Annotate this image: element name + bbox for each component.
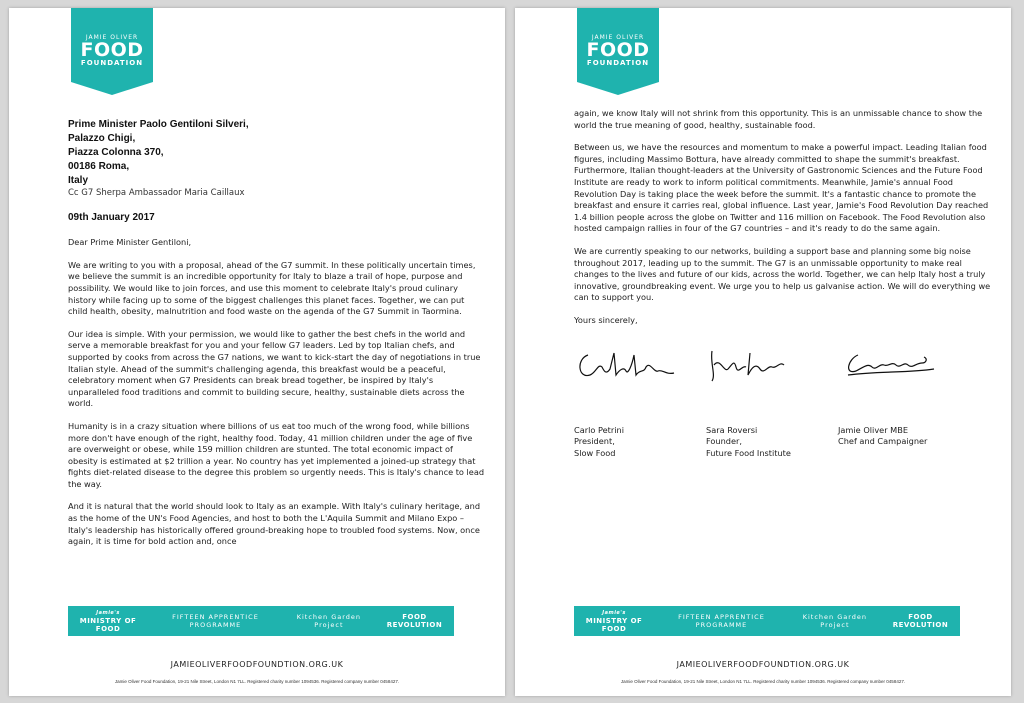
kitchen-garden-logo: Kitchen Garden Project (802, 613, 868, 629)
footer-logo-bar (68, 606, 454, 636)
signatory-title: President, (574, 436, 615, 447)
signatory-title: Chef and Campaigner (838, 436, 928, 447)
footer-url: JAMIEOLIVERFOODFOUNDTION.ORG.UK (170, 660, 344, 669)
logo-top-text: JAMIE OLIVER (591, 34, 645, 41)
address-line: Italy (68, 175, 89, 186)
food-foundation-logo (577, 8, 659, 82)
food-revolution-logo: FOOD REVOLUTION (892, 613, 949, 629)
ministry-of-food-logo: Jamie's MINISTRY OF FOOD (79, 610, 137, 633)
paragraph: Between us, we have the resources and momentum to make a powerful impact. Leading Italian food figures, including Massimo Bottura, have already committed to shape the summit's breakfast. Furthermore, Italian thought-leaders at the University of Gastronomic Sciences and the Future Food Institute are ready to work to inform political commitments. Meanwhile, Jamie's annual Food Revolution Day is taking place the week before the summit. It's a fantastic chance to promote the breakfast and ensure it carries real, global influence. Last year, Jamie's Food Revolution Day reached 1.4 billion people across the globe on Twitter and 116 million on Facebook. The Food Revolution also hosted campaign rallies in four of the G7 countries – and it's ready to do the same again. (574, 142, 989, 234)
signatory-org: Slow Food (574, 447, 616, 458)
signatory-name: Carlo Petrini (574, 424, 624, 435)
logo-main-text: FOOD (80, 39, 144, 61)
paragraph: Humanity is in a crazy situation where billions of us eat too much of the wrong food, while billions more don't have enough of the right, healthy food. Today, 41 million children under the age of five are overweight or obese, while 159 million children are stunted. The total economic impact of obesity is estimated at $2 trillion a year. No country has yet implemented a joined-up strategy that fights diet-related disease to the degree this problem so urgently needs. This is Italy's chance to lead the way. (68, 420, 485, 489)
letter-page-1 (9, 8, 505, 696)
signatory-petrini (574, 345, 724, 385)
signatory-name: Sara Roversi (706, 424, 758, 435)
signatory-petrini-text (574, 425, 724, 460)
paragraph: Our idea is simple. With your permission, we would like to gather the best chefs in the world and serve a memorable breakfast for you and your fellow G7 leaders. Led by top Italian chefs, and supported by cooks from across the G7 nations, we want to kick-start the day of negotiations in true Italian style. Ahead of the summit's challenging agenda, this breakfast would be a peaceful, celebratory moment when G7 Presidents can break bread together, be inspired by Italy's unparalleled food traditions and commit to building secure, healthy, sustainable diets across the world. (68, 328, 481, 409)
signatory-roversi (706, 345, 856, 385)
signature-petrini-image (574, 345, 684, 385)
signatory-oliver-text (838, 425, 988, 448)
signatory-roversi-text (706, 425, 856, 460)
footer-logo-bar (574, 606, 960, 636)
fifteen-logo: FIFTEEN APPRENTICE PROGRAMME (678, 613, 765, 629)
signatory-title: Founder, (706, 436, 743, 447)
logo-bottom-text: FOUNDATION (586, 59, 650, 67)
signatory-oliver (838, 345, 988, 385)
signatory-name: Jamie Oliver MBE (838, 424, 909, 435)
paragraph: again, we know Italy will not shrink from this opportunity. This is an unmissable chance to show the world the true meaning of good, healthy, sustainable food. (574, 108, 983, 130)
paragraph: We are writing to you with a proposal, ahead of the G7 summit. In these politically uncertain times, we believe the summit is an incredible opportunity for Italy to blaze a trail of hope, purpose and possibility. We would like to join forces, and use this moment to celebrate Italy's proud culinary history while facing up to some of the biggest challenges this planet faces. Together, we can put child health, obesity, malnutrition and food waste on the agenda of the G7 Summit in Taormina. (68, 259, 476, 317)
letter-date: 09th January 2017 (68, 211, 155, 223)
logo-main-text: FOOD (586, 39, 650, 61)
address-line: Prime Minister Paolo Gentiloni Silveri, (68, 119, 249, 130)
signature-roversi-image (706, 345, 796, 385)
signature-block (574, 345, 991, 515)
paragraph: We are currently speaking to our networks, building a support base and planning some big noise throughout 2017, leading up to the summit. The G7 is an unmissable opportunity to make real changes to the lives and future of our kids, across the world. Together, we can help Italy host a truly innovative, groundbreaking event. We urge you to help us galvanise action. We will do everything we can to support you. (574, 245, 991, 303)
logo-bottom-text: FOUNDATION (80, 59, 144, 67)
logo-top-text: JAMIE OLIVER (85, 34, 139, 41)
address-line: Piazza Colonna 370, (68, 147, 164, 158)
letter-body-page-1 (68, 118, 485, 559)
ministry-of-food-logo: Jamie's MINISTRY OF FOOD (585, 610, 643, 633)
letter-body-page-2 (574, 108, 991, 515)
footer-legal: Jamie Oliver Food Foundation, 19-21 Nile Street, London N1 7LL. Registered charity number 1094536. Registered company number 0458427. (620, 679, 906, 684)
address-line: Palazzo Chigi, (68, 133, 136, 144)
footer-url: JAMIEOLIVERFOODFOUNDTION.ORG.UK (676, 660, 850, 669)
salutation: Dear Prime Minister Gentiloni, (68, 237, 192, 248)
letter-page-2 (515, 8, 1011, 696)
recipient-address (68, 118, 485, 188)
footer-legal: Jamie Oliver Food Foundation, 19-21 Nile Street, London N1 7LL. Registered charity number 1094536. Registered company number 0458427. (114, 679, 400, 684)
food-foundation-logo (71, 8, 153, 82)
address-line: 00186 Roma, (68, 161, 130, 172)
signatory-org: Future Food Institute (706, 447, 791, 458)
fifteen-logo: FIFTEEN APPRENTICE PROGRAMME (172, 613, 259, 629)
closing: Yours sincerely, (574, 314, 638, 325)
cc-line: Cc G7 Sherpa Ambassador Maria Caillaux (68, 188, 245, 198)
food-revolution-logo: FOOD REVOLUTION (386, 613, 443, 629)
paragraph: And it is natural that the world should look to Italy as an example. With Italy's culinary heritage, and as the home of the UN's Food Agencies, and host to both the L'Aquila Summit and Milano Expo – Italy's leadership has historically offered ground-breaking hope to troubled food systems. Now, once again, it is time for bold action and, once (68, 501, 481, 547)
signature-oliver-image (838, 345, 938, 385)
kitchen-garden-logo: Kitchen Garden Project (296, 613, 362, 629)
